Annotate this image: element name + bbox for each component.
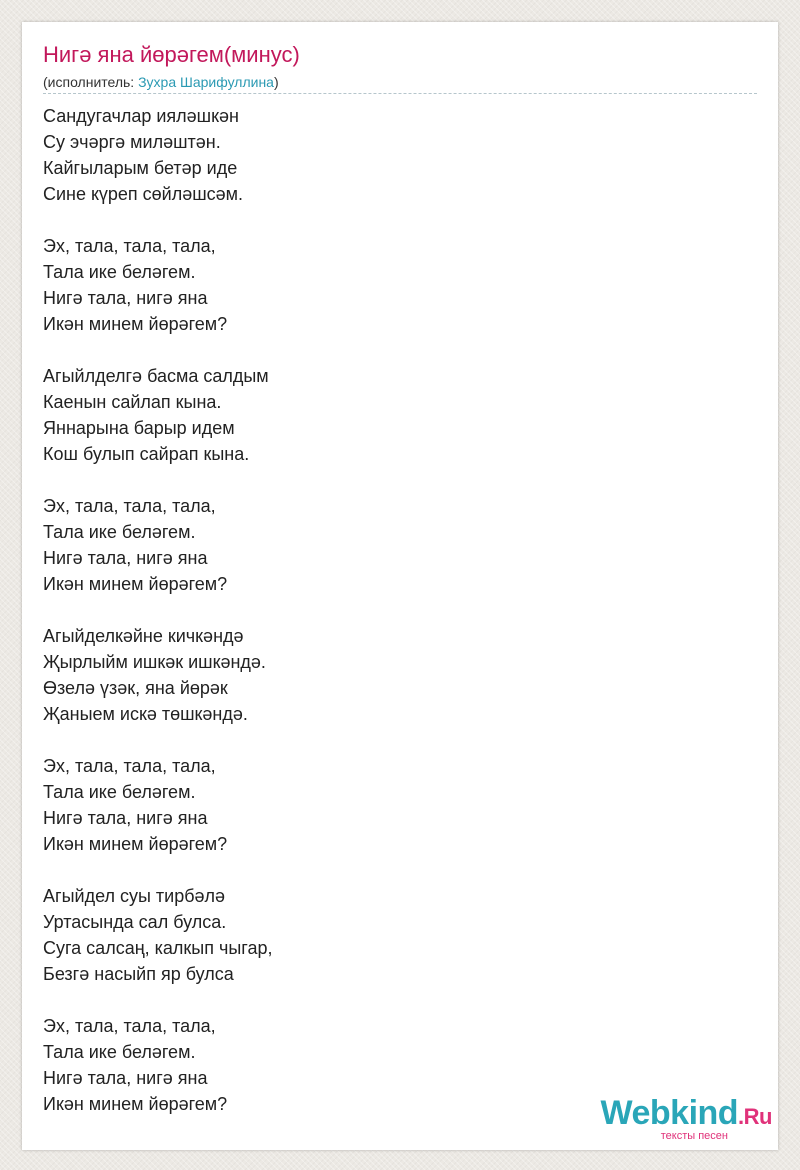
stanza <box>43 103 743 207</box>
stanza <box>43 753 743 857</box>
divider <box>43 93 757 94</box>
artist-line <box>43 74 279 90</box>
stanza <box>43 233 743 337</box>
lyric-line: Икəн минем йөрəгем? <box>43 574 228 594</box>
lyric-line: Сандугачлар иялəшкəн <box>43 106 239 126</box>
artist-link[interactable]: Зухра Шарифуллина <box>138 74 274 90</box>
lyric-line: Нигə тала, нигə яна <box>43 288 208 308</box>
stanza <box>43 363 743 467</box>
lyric-line: Нигə тала, нигə яна <box>43 1068 208 1088</box>
logo-tagline: тексты песен <box>660 1130 728 1142</box>
lyric-line: Су эчəргə милəштəн. <box>43 132 221 152</box>
webkind-logo[interactable] <box>601 1096 773 1142</box>
lyric-line: Сине күреп сөйлəшсəм. <box>43 184 244 204</box>
artist-suffix: ) <box>273 74 279 90</box>
lyric-line: Нигə тала, нигə яна <box>43 548 208 568</box>
lyric-line: Икəн минем йөрəгем? <box>43 834 228 854</box>
lyric-line: Эх, тала, тала, тала, <box>43 1016 216 1036</box>
logo-name: Webkind <box>600 1094 739 1132</box>
lyrics-card <box>22 22 778 1150</box>
lyric-line: Безгə насыйп яр булса <box>43 964 234 984</box>
lyric-line: Җырлыйм ишкəк ишкəндə. <box>43 652 266 672</box>
lyric-line: Яннарына барыр идем <box>43 418 235 438</box>
lyric-line: Агыйделкəйне кичкəндə <box>43 626 244 646</box>
artist-prefix: (исполнитель: <box>43 74 139 90</box>
logo-tld: .Ru <box>738 1104 772 1129</box>
lyric-line: Икəн минем йөрəгем? <box>43 1094 228 1114</box>
lyric-line: Тала ике белəгем. <box>43 262 196 282</box>
stanza <box>43 623 743 727</box>
lyric-line: Тала ике белəгем. <box>43 782 196 802</box>
lyric-line: Кош булып сайрап кына. <box>43 444 250 464</box>
lyric-line: Тала ике белəгем. <box>43 522 196 542</box>
lyric-line: Тала ике белəгем. <box>43 1042 196 1062</box>
stanza <box>43 883 743 987</box>
lyric-line: Агыйдел суы тирбəлə <box>43 886 226 906</box>
lyric-line: Суга салсаң, калкып чыгар, <box>43 938 273 958</box>
lyric-line: Агыйлделгə басма салдым <box>43 366 269 386</box>
lyric-line: Икəн минем йөрəгем? <box>43 314 228 334</box>
lyric-line: Эх, тала, тала, тала, <box>43 496 216 516</box>
lyric-line: Каенын сайлап кына. <box>43 392 222 412</box>
logo-wordmark <box>601 1096 773 1134</box>
lyric-line: Җаныем искə төшкəндə. <box>43 704 248 724</box>
lyric-line: Эх, тала, тала, тала, <box>43 236 216 256</box>
lyric-line: Өзелə үзəк, яна йөрəк <box>43 678 228 698</box>
song-title: Нигә яна йөрәгем(минус) <box>43 42 300 67</box>
lyric-line: Уртасында сал булса. <box>43 912 227 932</box>
lyric-line: Нигə тала, нигə яна <box>43 808 208 828</box>
lyric-line: Эх, тала, тала, тала, <box>43 756 216 776</box>
lyrics-body <box>43 103 743 1143</box>
lyric-line: Кайгыларым бетəр иде <box>43 158 238 178</box>
stanza <box>43 493 743 597</box>
